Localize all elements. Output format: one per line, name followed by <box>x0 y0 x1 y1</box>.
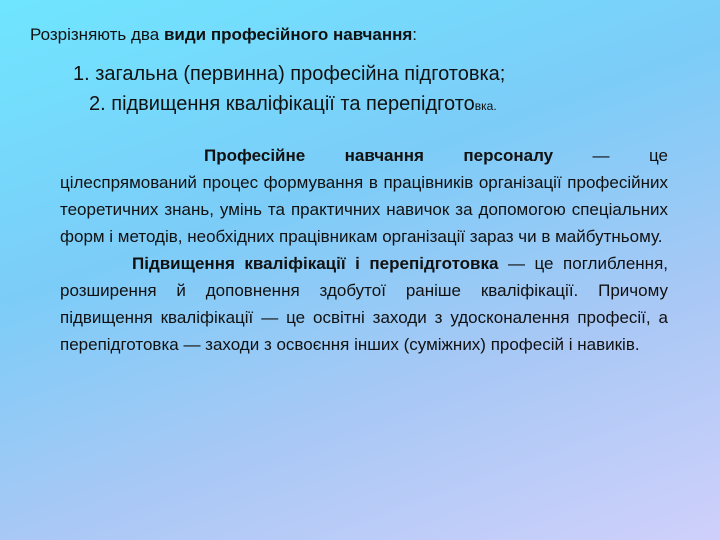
list-item-2-main: 2. підвищення кваліфікації та перепідгото <box>89 93 475 115</box>
text-professional-training: — це цілеспрямований процес формування в працівників організації професійних теоретичних знань, умінь та практичних навичок за допомогою спеціальних форм і методів, необхідних працівникам організації зараз чи в майбутньому. <box>60 146 668 246</box>
definition-advanced-training <box>60 250 668 358</box>
list-item-2 <box>89 91 720 119</box>
intro-line <box>30 24 417 46</box>
text-advanced-training: — це поглиблення, розширення й доповнення здобутої раніше кваліфікації. Причому підвищення кваліфікації — це освітні заходи з удосконалення професії, а перепідготовка — заходи з освоєння інших (суміжних) професій і навиків. <box>60 254 668 354</box>
list-item-2-small: вка. <box>474 99 497 113</box>
list-item-1: 1. загальна (первинна) професійна підготовка; <box>73 63 506 85</box>
definition-professional-training <box>60 142 668 250</box>
term-advanced-training: Підвищення кваліфікації і перепідготовка <box>132 254 499 273</box>
intro-emphasis: види професійного навчання <box>163 25 413 44</box>
intro-suffix: : <box>412 25 418 44</box>
term-professional-training: Професійне навчання персоналу <box>204 146 554 165</box>
intro-prefix: Розрізняють два <box>30 25 164 44</box>
definitions-block <box>60 142 668 358</box>
